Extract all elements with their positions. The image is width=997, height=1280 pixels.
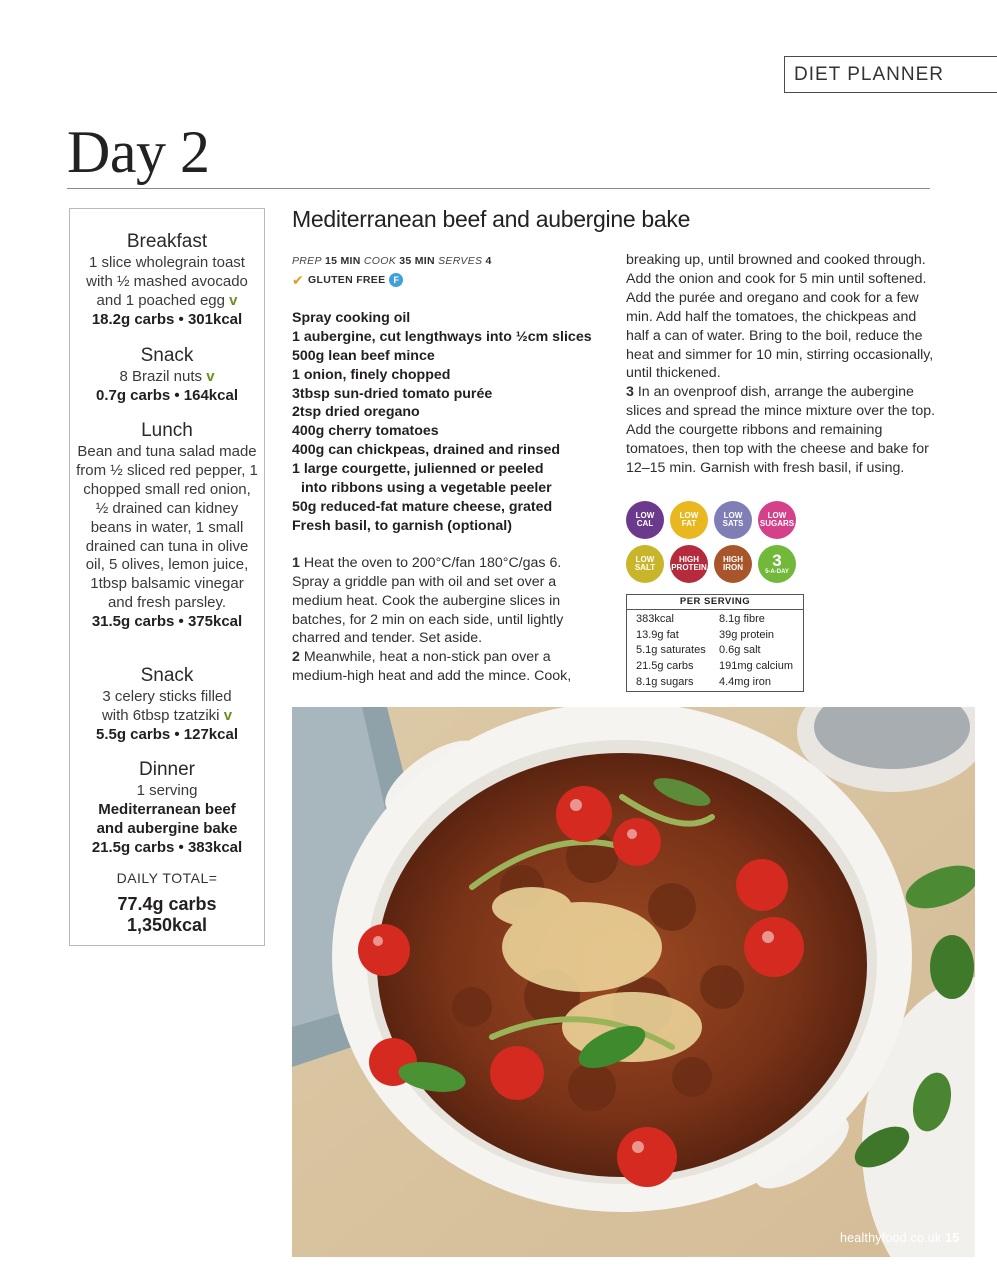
footer-site: healthyfood.co.uk xyxy=(840,1231,942,1245)
meal-title: Snack xyxy=(140,665,194,686)
ingredient: 400g can chickpeas, drained and rinsed xyxy=(292,442,561,459)
per-serving-cell: 13.9g fat xyxy=(636,628,679,641)
per-serving-table xyxy=(626,594,804,692)
meal-stats: 5.5g carbs • 127kcal xyxy=(95,725,239,743)
dish-photo xyxy=(292,707,975,1257)
lunch-block xyxy=(70,419,264,632)
method-step-2-start: 2 Meanwhile, heat a non-stick pan over a medium-high heat and add the mince. Cook, xyxy=(292,649,572,685)
meal-description: 1 slice wholegrain toast with ½ mashed avocado and 1 poached egg v xyxy=(86,254,248,309)
nutrition-badge: HIGH PROTEIN xyxy=(670,545,708,583)
meal-stats: 21.5g carbs • 383kcal xyxy=(91,838,243,856)
nutrition-badge: LOW FAT xyxy=(670,501,708,539)
nutrition-badges xyxy=(626,501,802,583)
vegetarian-mark: v xyxy=(206,368,215,385)
page-footer xyxy=(840,1231,959,1245)
ingredient: 2tsp dried oregano xyxy=(292,404,420,421)
method-step-2-continued: breaking up, until browned and cooked through. Add the onion and cook for 5 min until softened. Add the purée and oregano and cook for a few min. Add half the tomatoes, the chickpeas and half a can of water. Bring to the boil, reduce the heat and simmer for 10 min, stirring occasionally, until thickened. xyxy=(626,252,934,382)
meal-stats: 31.5g carbs • 375kcal xyxy=(91,613,243,631)
meal-description: 8 Brazil nuts v xyxy=(119,368,215,385)
per-serving-title: PER SERVING xyxy=(627,595,803,610)
dish-photo-illustration xyxy=(292,707,975,1257)
ingredient: 1 onion, finely chopped xyxy=(292,366,451,383)
per-serving-cell: 0.6g salt xyxy=(719,644,761,657)
recipe-meta: PREP 15 MIN COOK 35 MIN SERVES 4 xyxy=(292,255,492,267)
meal-stats: 0.7g carbs • 164kcal xyxy=(95,386,239,404)
nutrition-badge: HIGH IRON xyxy=(714,545,752,583)
snack-block-2 xyxy=(70,664,264,745)
ingredient: 3tbsp sun-dried tomato purée xyxy=(292,385,493,402)
nutrition-badge: LOW SATS xyxy=(714,501,752,539)
meal-stats: 18.2g carbs • 301kcal xyxy=(91,310,243,328)
recipe-column-2 xyxy=(626,251,941,478)
day-title: Day 2 xyxy=(67,119,210,185)
meal-description: 3 celery sticks filled with 6tbsp tzatziki v xyxy=(101,688,233,724)
per-serving-cell: 383kcal xyxy=(636,613,674,625)
per-serving-cell: 21.5g carbs xyxy=(636,660,694,673)
per-serving-values xyxy=(627,610,803,691)
ingredient: Spray cooking oil xyxy=(292,309,411,326)
nutrition-badge: 3 5-A-DAY xyxy=(758,545,796,583)
dinner-block xyxy=(70,758,264,858)
recipe-column-1 xyxy=(292,253,602,686)
daily-total-kcal: 1,350kcal xyxy=(126,914,208,935)
vegetarian-mark: v xyxy=(229,291,238,309)
daily-total-values xyxy=(70,894,264,936)
ingredients-list xyxy=(292,309,602,536)
vegetarian-mark: v xyxy=(223,706,233,724)
per-serving-cell: 191mg calcium xyxy=(719,660,793,673)
check-icon: ✔ xyxy=(292,272,305,288)
meal-title: Snack xyxy=(140,345,194,366)
dinner-dish: Mediterranean beef and aubergine bake xyxy=(96,800,238,837)
daily-total-label: DAILY TOTAL= xyxy=(116,870,218,886)
nutrition-badge: LOW SUGARS xyxy=(758,501,796,539)
per-serving-cell: 8.1g sugars xyxy=(636,675,694,688)
ingredient: 1 aubergine, cut lengthways into ½cm slices xyxy=(292,328,592,345)
ingredient: Fresh basil, to garnish (optional) xyxy=(292,517,512,534)
method-step-1: 1 Heat the oven to 200°C/fan 180°C/gas 6. Spray a griddle pan with oil and set over a medium heat. Cook the aubergine slices in batches, for 2 min on each side, until lightly charred and tender. Set aside. xyxy=(292,554,564,647)
meal-title: Lunch xyxy=(141,420,193,441)
daily-total-carbs: 77.4g carbs xyxy=(117,893,217,914)
daily-total xyxy=(70,869,264,936)
recipe-title: Mediterranean beef and aubergine bake xyxy=(292,206,691,232)
meal-title: Breakfast xyxy=(126,231,208,252)
ingredient: 50g reduced-fat mature cheese, grated xyxy=(292,498,553,515)
per-serving-cell: 39g protein xyxy=(719,628,775,641)
per-serving-cell: 5.1g saturates xyxy=(636,644,706,657)
per-serving-cell: 4.4mg iron xyxy=(719,675,771,688)
ingredient: 400g cherry tomatoes xyxy=(292,423,439,440)
title-divider xyxy=(67,188,930,189)
section-tag: DIET PLANNER xyxy=(784,56,997,93)
per-serving-cell: 8.1g fibre xyxy=(719,613,765,625)
meal-title: Dinner xyxy=(139,759,195,780)
ingredient-continued: into ribbons using a vegetable peeler xyxy=(301,480,552,497)
nutrition-badge: LOW SALT xyxy=(626,545,664,583)
f-badge-icon: F xyxy=(389,273,403,287)
meal-plan-sidebar xyxy=(69,208,265,946)
gluten-free-row xyxy=(292,271,602,290)
gluten-free-label: GLUTEN FREE xyxy=(308,274,386,286)
nutrition-badge: LOW CAL xyxy=(626,501,664,539)
page-number: 15 xyxy=(945,1231,960,1245)
meal-description: 1 serving xyxy=(136,782,198,799)
snack-block-1 xyxy=(70,344,264,406)
ingredient: 1 large courgette, julienned or peeled xyxy=(292,461,544,478)
breakfast-block xyxy=(70,230,264,330)
ingredient: 500g lean beef mince xyxy=(292,347,435,364)
meal-description: Bean and tuna salad made from ½ sliced red pepper, 1 chopped small red onion, ½ drained can kidney beans in water, 1 small drained can tuna in olive oil, 5 olives, lemon juice, 1tbsp balsamic vinegar and fresh parsley. xyxy=(76,443,258,612)
method-step-3: 3 In an ovenproof dish, arrange the aubergine slices and spread the mince mixture over the top. Add the courgette ribbons and remaining tomatoes, then top with the cheese and bake for 12–15 min. Garnish with fresh basil, if using. xyxy=(626,384,936,476)
